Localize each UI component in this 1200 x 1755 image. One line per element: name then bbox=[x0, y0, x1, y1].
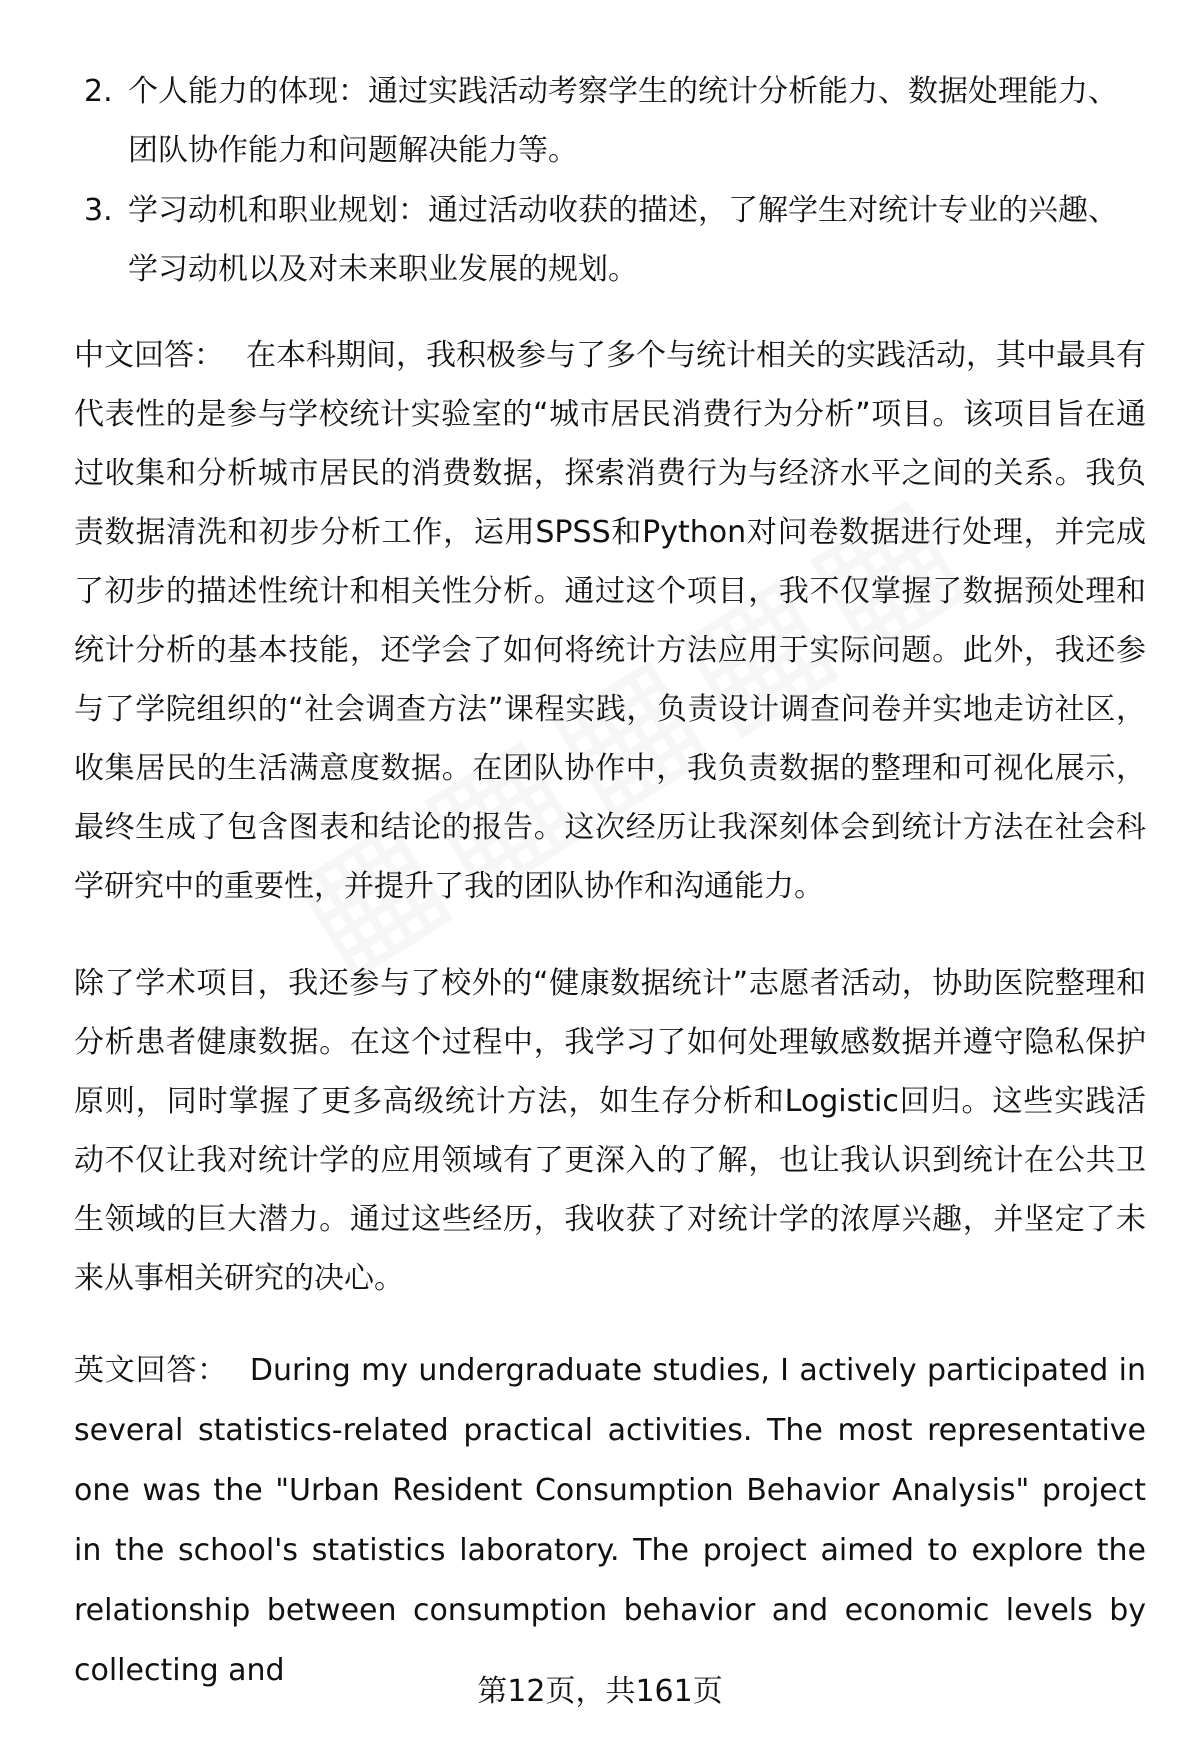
numbered-list bbox=[84, 62, 1144, 300]
chinese-answer-label: 中文回答： bbox=[74, 338, 224, 373]
list-item bbox=[84, 181, 1144, 299]
chinese-answer-text: 在本科期间，我积极参与了多个与统计相关的实践活动，其中最具有代表性的是参与学校统计实验室的“城市居民消费行为分析”项目。该项目旨在通过收集和分析城市居民的消费数据，探索消费行为与经济水平之间的关系。我负责数据清洗和初步分析工作，运用SPSS和Python对问卷数据进行处理，并完成了初步的描述性统计和相关性分析。通过这个项目，我不仅掌握了数据预处理和统计分析的基本技能，还学会了如何将统计方法应用于实际问题。此外，我还参与了学院组织的“社会调查方法”课程实践，负责设计调查问卷并实地走访社区，收集居民的生活满意度数据。在团队协作中，我负责数据的整理和可视化展示，最终生成了包含图表和结论的报告。这次经历让我深刻体会到统计方法在社会科学研究中的重要性，并提升了我的团队协作和沟通能力。 bbox=[74, 338, 1146, 904]
chinese-answer-paragraph bbox=[74, 326, 1146, 916]
list-item-text: 个人能力的体现：通过实践活动考察学生的统计分析能力、数据处理能力、团队协作能力和问题解决能力等。 bbox=[128, 74, 1118, 168]
page-number-footer: 第12页，共161页 bbox=[477, 1674, 723, 1709]
english-answer-text: During my undergraduate studies, I actively participated in several statistics-related practical activities. The most representative one was the "Urban Resident Consumption Behavior Analysis" project in the school's statistics laboratory. The project aimed to explore the relationship between consumption behavior and economic levels by collecting and bbox=[74, 1353, 1146, 1688]
chinese-answer-paragraph-2: 除了学术项目，我还参与了校外的“健康数据统计”志愿者活动，协助医院整理和分析患者健康数据。在这个过程中，我学习了如何处理敏感数据并遵守隐私保护原则，同时掌握了更多高级统计方法，如生存分析和Logistic回归。这些实践活动不仅让我对统计学的应用领域有了更深入的了解，也让我认识到统计在公共卫生领域的巨大潜力。通过这些经历，我收获了对统计学的浓厚兴趣，并坚定了未来从事相关研究的决心。 bbox=[74, 966, 1146, 1296]
list-item-number: 3. bbox=[84, 193, 113, 228]
list-item-text: 学习动机和职业规划：通过活动收获的描述，了解学生对统计专业的兴趣、学习动机以及对未来职业发展的规划。 bbox=[128, 193, 1118, 287]
english-answer-paragraph bbox=[74, 1341, 1146, 1701]
english-answer-label: 英文回答： bbox=[74, 1353, 228, 1388]
list-item-number: 2. bbox=[84, 74, 113, 109]
list-item bbox=[84, 62, 1144, 180]
